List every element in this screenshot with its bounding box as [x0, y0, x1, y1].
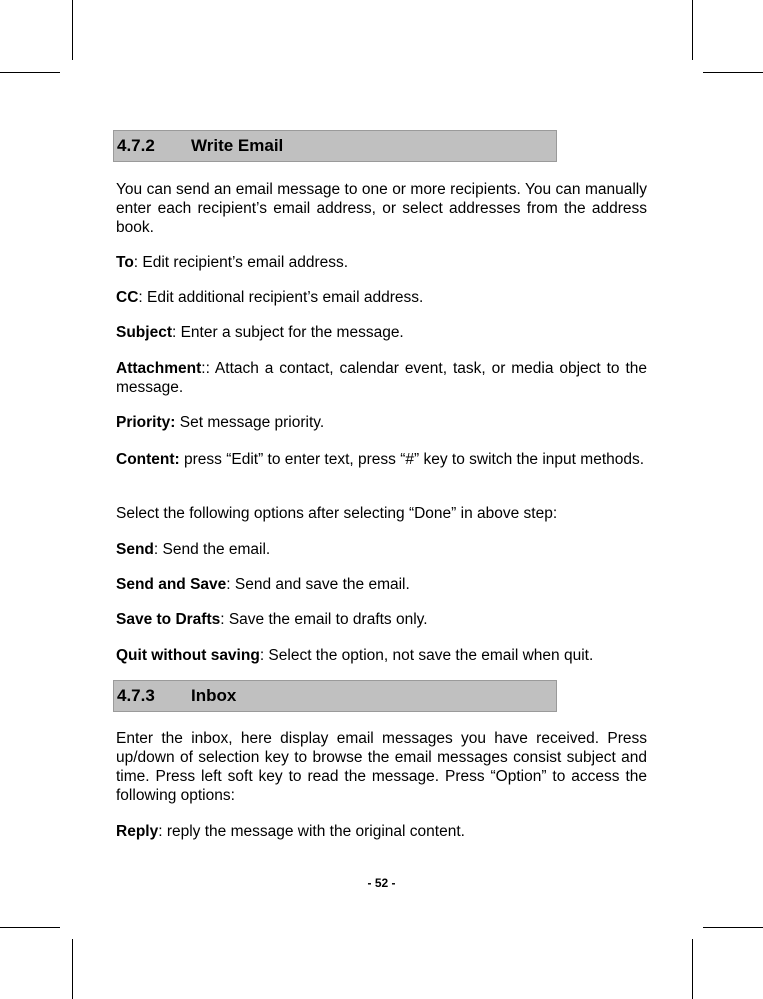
description: : reply the message with the original content. — [158, 823, 465, 840]
definition-priority — [116, 413, 647, 432]
definition-attachment — [116, 359, 647, 397]
crop-mark — [692, 939, 693, 999]
description: : Send the email. — [153, 541, 271, 558]
description: : Save the email to drafts only. — [220, 611, 428, 628]
term: To — [116, 254, 134, 271]
section-number: 4.7.3 — [117, 686, 155, 705]
definition-cc — [116, 288, 647, 307]
section-number: 4.7.2 — [117, 136, 155, 155]
page-number: - 52 - — [367, 876, 396, 890]
description: :: Attach a contact, calendar event, task, or media object to the message. — [116, 360, 647, 396]
crop-mark — [703, 927, 763, 928]
crop-mark — [703, 72, 763, 73]
definition-subject — [116, 323, 647, 342]
crop-mark — [692, 0, 693, 60]
term: Priority: — [116, 414, 176, 431]
option-save-to-drafts — [116, 610, 647, 629]
crop-mark — [72, 0, 73, 60]
options-intro: Select the following options after selecting “Done” in above step: — [116, 505, 558, 522]
crop-mark — [0, 927, 60, 928]
term: Quit without saving — [116, 647, 260, 664]
definition-to — [116, 253, 647, 272]
term: Save to Drafts — [116, 611, 221, 628]
option-send — [116, 540, 647, 559]
term: Send — [116, 541, 154, 558]
section-heading-inbox — [113, 680, 557, 712]
section-title: Inbox — [191, 686, 237, 705]
description: : Send and save the email. — [226, 576, 410, 593]
term: Attachment — [116, 360, 202, 377]
description: Set message priority. — [175, 414, 325, 431]
term: Content: — [116, 451, 180, 468]
description: : Edit additional recipient’s email address. — [138, 289, 424, 306]
definition-content — [116, 450, 647, 469]
term: Reply — [116, 823, 159, 840]
section-heading-write-email — [113, 130, 557, 162]
section-title: Write Email — [191, 136, 284, 155]
term: Subject — [116, 324, 172, 341]
crop-mark — [0, 72, 60, 73]
description: : Select the option, not save the email when quit. — [259, 647, 594, 664]
option-send-and-save — [116, 575, 647, 594]
term: Send and Save — [116, 576, 227, 593]
description: : Edit recipient’s email address. — [133, 254, 349, 271]
option-quit-without-saving — [116, 646, 647, 665]
description: press “Edit” to enter text, press “#” key to switch the input methods. — [179, 451, 645, 468]
inbox-intro: Enter the inbox, here display email messages you have received. Press up/down of selection key to browse the email messages consist subject and time. Press left soft key to read the message. Press “Option” to access the following options: — [116, 730, 647, 804]
crop-mark — [72, 939, 73, 999]
term: CC — [116, 289, 139, 306]
description: : Enter a subject for the message. — [171, 324, 404, 341]
write-email-intro: You can send an email message to one or more recipients. You can manually enter each recipient’s email address, or select addresses from the address book. — [116, 181, 647, 236]
definition-reply — [116, 822, 647, 841]
